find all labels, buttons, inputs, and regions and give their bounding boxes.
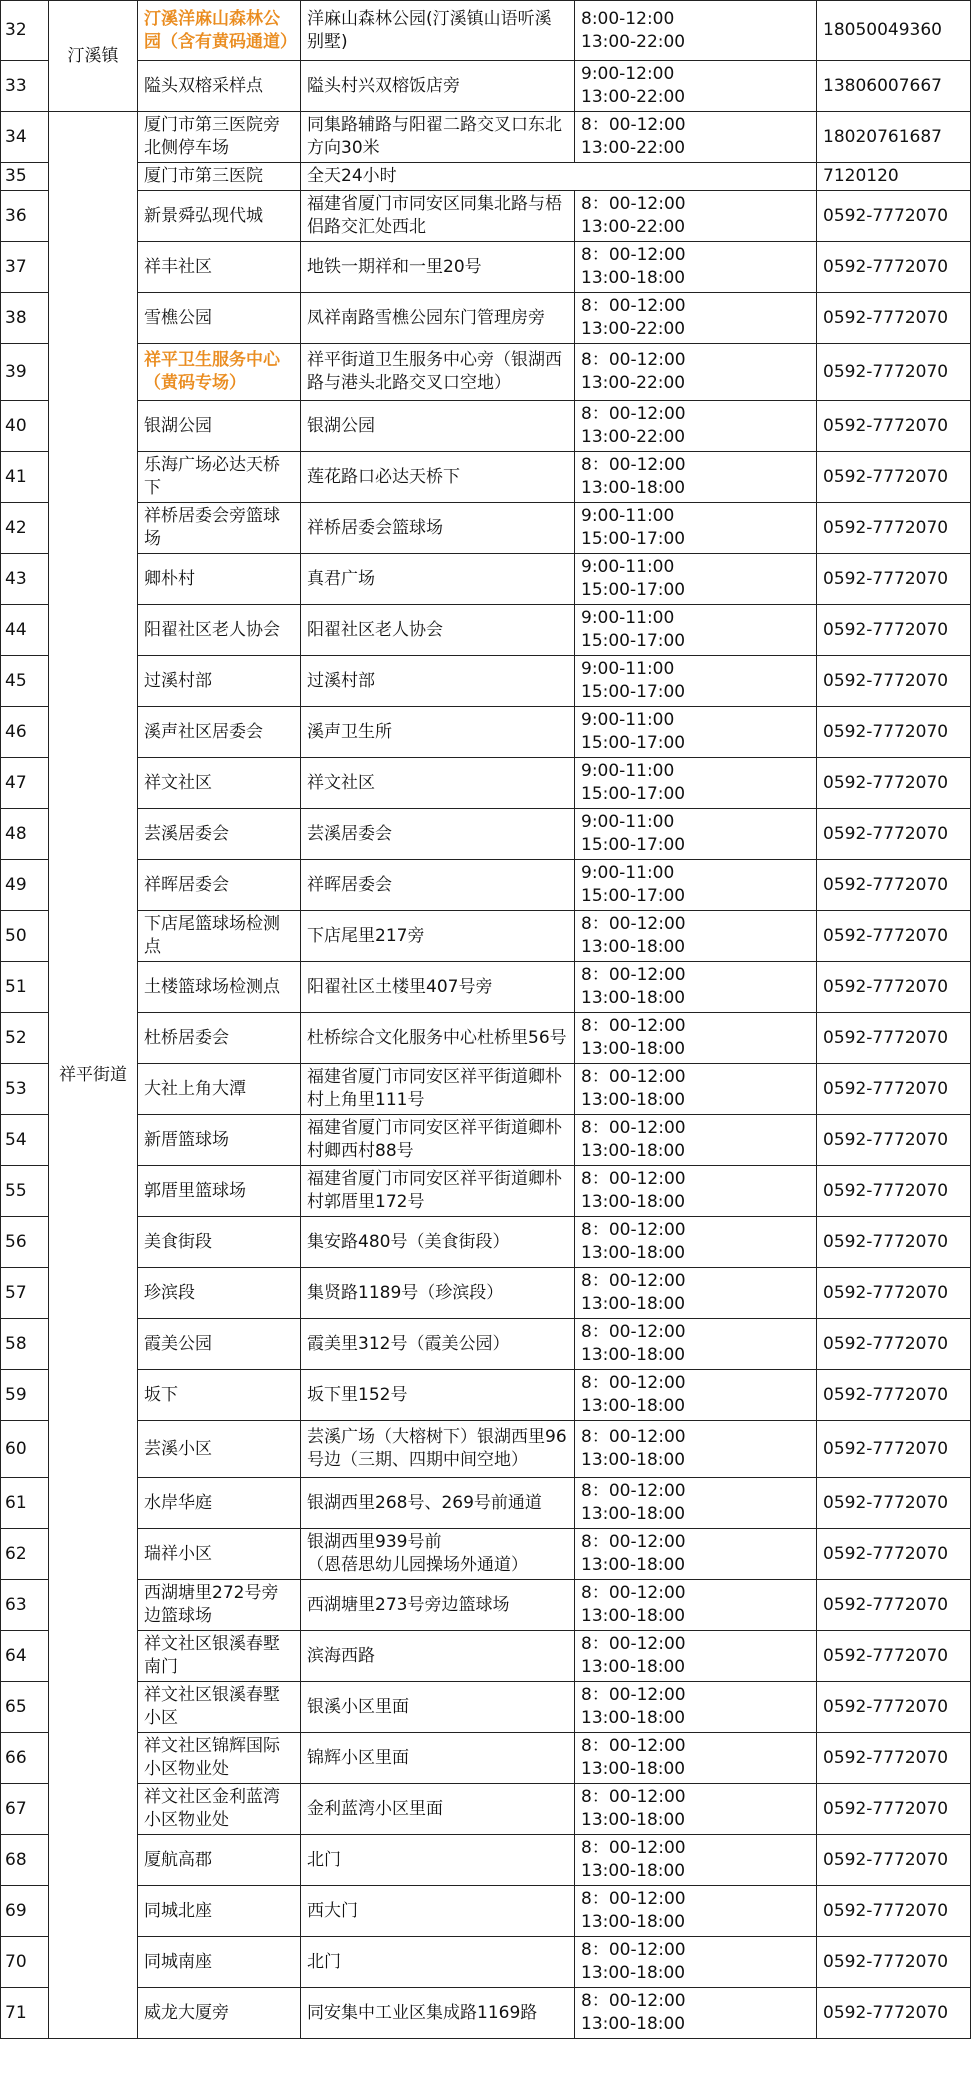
contact-phone: 0592-7772070 bbox=[817, 554, 971, 605]
contact-phone: 0592-7772070 bbox=[817, 503, 971, 554]
table-row bbox=[1, 163, 971, 191]
site-address: 银溪小区里面 bbox=[301, 1682, 575, 1733]
opening-hours: 8：00-12:00 13:00-18:00 bbox=[575, 1115, 817, 1166]
table-row bbox=[1, 1421, 971, 1478]
contact-phone: 0592-7772070 bbox=[817, 1421, 971, 1478]
site-name: 厦门市第三医院旁北侧停车场 bbox=[138, 112, 301, 163]
contact-phone: 0592-7772070 bbox=[817, 1013, 971, 1064]
site-name: 祥桥居委会旁篮球场 bbox=[138, 503, 301, 554]
contact-phone: 0592-7772070 bbox=[817, 1733, 971, 1784]
table-row bbox=[1, 1217, 971, 1268]
contact-phone: 0592-7772070 bbox=[817, 962, 971, 1013]
site-address: 祥平街道卫生服务中心旁（银湖西路与港头北路交叉口空地） bbox=[301, 344, 575, 401]
row-number: 61 bbox=[1, 1478, 49, 1529]
contact-phone: 0592-7772070 bbox=[817, 809, 971, 860]
table-row bbox=[1, 1064, 971, 1115]
contact-phone: 0592-7772070 bbox=[817, 605, 971, 656]
table-row bbox=[1, 112, 971, 163]
opening-hours: 8：00-12:00 13:00-18:00 bbox=[575, 1166, 817, 1217]
site-name: 新厝篮球场 bbox=[138, 1115, 301, 1166]
row-number: 33 bbox=[1, 61, 49, 112]
opening-hours: 8：00-12:00 13:00-18:00 bbox=[575, 1631, 817, 1682]
opening-hours: 8：00-12:00 13:00-22:00 bbox=[575, 293, 817, 344]
row-number: 39 bbox=[1, 344, 49, 401]
row-number: 51 bbox=[1, 962, 49, 1013]
site-address: 杜桥综合文化服务中心杜桥里56号 bbox=[301, 1013, 575, 1064]
opening-hours: 9:00-11:00 15:00-17:00 bbox=[575, 554, 817, 605]
contact-phone: 0592-7772070 bbox=[817, 242, 971, 293]
row-number: 48 bbox=[1, 809, 49, 860]
site-name: 美食街段 bbox=[138, 1217, 301, 1268]
contact-phone: 0592-7772070 bbox=[817, 1217, 971, 1268]
site-address: 银湖西里939号前 （恩蓓思幼儿园操场外通道） bbox=[301, 1529, 575, 1580]
row-number: 68 bbox=[1, 1835, 49, 1886]
opening-hours: 8：00-12:00 13:00-18:00 bbox=[575, 962, 817, 1013]
site-name: 祥文社区锦辉国际小区物业处 bbox=[138, 1733, 301, 1784]
site-name: 隘头双榕采样点 bbox=[138, 61, 301, 112]
table-row bbox=[1, 503, 971, 554]
site-name: 坂下 bbox=[138, 1370, 301, 1421]
opening-hours: 8：00-12:00 13:00-18:00 bbox=[575, 1784, 817, 1835]
site-address: 西湖塘里273号旁边篮球场 bbox=[301, 1580, 575, 1631]
contact-phone: 0592-7772070 bbox=[817, 452, 971, 503]
site-address: 过溪村部 bbox=[301, 656, 575, 707]
row-number: 43 bbox=[1, 554, 49, 605]
table-body bbox=[1, 1, 971, 2039]
contact-phone: 0592-7772070 bbox=[817, 1784, 971, 1835]
row-number: 66 bbox=[1, 1733, 49, 1784]
row-number: 70 bbox=[1, 1937, 49, 1988]
site-address: 福建省厦门市同安区祥平街道卿朴村卿西村88号 bbox=[301, 1115, 575, 1166]
table-row bbox=[1, 1733, 971, 1784]
contact-phone: 0592-7772070 bbox=[817, 1529, 971, 1580]
opening-hours: 8：00-12:00 13:00-18:00 bbox=[575, 1217, 817, 1268]
table-row bbox=[1, 1937, 971, 1988]
row-number: 63 bbox=[1, 1580, 49, 1631]
opening-hours: 8：00-12:00 13:00-18:00 bbox=[575, 1529, 817, 1580]
site-address: 阳翟社区老人协会 bbox=[301, 605, 575, 656]
site-address: 滨海西路 bbox=[301, 1631, 575, 1682]
contact-phone: 0592-7772070 bbox=[817, 758, 971, 809]
site-name: 过溪村部 bbox=[138, 656, 301, 707]
contact-phone: 0592-7772070 bbox=[817, 1166, 971, 1217]
table-row bbox=[1, 1529, 971, 1580]
contact-phone: 0592-7772070 bbox=[817, 344, 971, 401]
table-row bbox=[1, 1784, 971, 1835]
table-row bbox=[1, 293, 971, 344]
town-cell: 祥平街道 bbox=[49, 112, 138, 2039]
row-number: 64 bbox=[1, 1631, 49, 1682]
site-address: 凤祥南路雪樵公园东门管理房旁 bbox=[301, 293, 575, 344]
site-address: 西大门 bbox=[301, 1886, 575, 1937]
row-number: 62 bbox=[1, 1529, 49, 1580]
site-name: 厦门市第三医院 bbox=[138, 163, 301, 191]
table-row bbox=[1, 656, 971, 707]
contact-phone: 0592-7772070 bbox=[817, 911, 971, 962]
contact-phone: 0592-7772070 bbox=[817, 1478, 971, 1529]
row-number: 60 bbox=[1, 1421, 49, 1478]
table-row bbox=[1, 1988, 971, 2039]
row-number: 40 bbox=[1, 401, 49, 452]
site-address: 芸溪广场（大榕树下）银湖西里96号边（三期、四期中间空地） bbox=[301, 1421, 575, 1478]
row-number: 46 bbox=[1, 707, 49, 758]
row-number: 49 bbox=[1, 860, 49, 911]
contact-phone: 0592-7772070 bbox=[817, 401, 971, 452]
table-row bbox=[1, 1319, 971, 1370]
row-number: 45 bbox=[1, 656, 49, 707]
row-number: 57 bbox=[1, 1268, 49, 1319]
table-row bbox=[1, 1268, 971, 1319]
site-address: 银湖公园 bbox=[301, 401, 575, 452]
opening-hours: 8：00-12:00 13:00-18:00 bbox=[575, 1064, 817, 1115]
site-name: 溪声社区居委会 bbox=[138, 707, 301, 758]
site-name: 大社上角大潭 bbox=[138, 1064, 301, 1115]
site-name: 祥文社区金利蓝湾小区物业处 bbox=[138, 1784, 301, 1835]
contact-phone: 0592-7772070 bbox=[817, 860, 971, 911]
site-address: 北门 bbox=[301, 1937, 575, 1988]
site-name: 祥文社区银溪春墅小区 bbox=[138, 1682, 301, 1733]
site-name: 同城南座 bbox=[138, 1937, 301, 1988]
contact-phone: 0592-7772070 bbox=[817, 1268, 971, 1319]
table-row bbox=[1, 242, 971, 293]
site-address: 祥晖居委会 bbox=[301, 860, 575, 911]
site-name: 祥平卫生服务中心（黄码专场） bbox=[138, 344, 301, 401]
opening-hours: 8：00-12:00 13:00-18:00 bbox=[575, 911, 817, 962]
opening-hours: 8：00-12:00 13:00-22:00 bbox=[575, 191, 817, 242]
row-number: 42 bbox=[1, 503, 49, 554]
row-number: 36 bbox=[1, 191, 49, 242]
contact-phone: 0592-7772070 bbox=[817, 1682, 971, 1733]
site-name: 芸溪居委会 bbox=[138, 809, 301, 860]
row-number: 58 bbox=[1, 1319, 49, 1370]
opening-hours: 8：00-12:00 13:00-18:00 bbox=[575, 1937, 817, 1988]
contact-phone: 7120120 bbox=[817, 163, 971, 191]
town-cell: 汀溪镇 bbox=[49, 1, 138, 112]
contact-phone: 18050049360 bbox=[817, 1, 971, 61]
contact-phone: 0592-7772070 bbox=[817, 191, 971, 242]
row-number: 44 bbox=[1, 605, 49, 656]
row-number: 69 bbox=[1, 1886, 49, 1937]
opening-hours: 8：00-12:00 13:00-18:00 bbox=[575, 1370, 817, 1421]
site-address: 莲花路口必达天桥下 bbox=[301, 452, 575, 503]
row-number: 71 bbox=[1, 1988, 49, 2039]
site-name: 祥丰社区 bbox=[138, 242, 301, 293]
site-name: 霞美公园 bbox=[138, 1319, 301, 1370]
opening-hours: 8：00-12:00 13:00-18:00 bbox=[575, 1580, 817, 1631]
site-address: 北门 bbox=[301, 1835, 575, 1886]
row-number: 67 bbox=[1, 1784, 49, 1835]
row-number: 56 bbox=[1, 1217, 49, 1268]
table-row bbox=[1, 191, 971, 242]
table-row bbox=[1, 1835, 971, 1886]
site-address: 隘头村兴双榕饭店旁 bbox=[301, 61, 575, 112]
site-name: 祥文社区银溪春墅南门 bbox=[138, 1631, 301, 1682]
site-address: 同集路辅路与阳翟二路交叉口东北方向30米 bbox=[301, 112, 575, 163]
site-name: 芸溪小区 bbox=[138, 1421, 301, 1478]
opening-hours: 9:00-12:00 13:00-22:00 bbox=[575, 61, 817, 112]
table-row bbox=[1, 911, 971, 962]
site-name: 卿朴村 bbox=[138, 554, 301, 605]
site-name: 杜桥居委会 bbox=[138, 1013, 301, 1064]
site-name: 郭厝里篮球场 bbox=[138, 1166, 301, 1217]
opening-hours: 8：00-12:00 13:00-18:00 bbox=[575, 1886, 817, 1937]
site-name: 新景舜弘现代城 bbox=[138, 191, 301, 242]
site-address: 真君广场 bbox=[301, 554, 575, 605]
site-address: 祥文社区 bbox=[301, 758, 575, 809]
site-name: 祥晖居委会 bbox=[138, 860, 301, 911]
site-name: 阳翟社区老人协会 bbox=[138, 605, 301, 656]
contact-phone: 13806007667 bbox=[817, 61, 971, 112]
row-number: 38 bbox=[1, 293, 49, 344]
site-address: 福建省厦门市同安区祥平街道卿朴村上角里111号 bbox=[301, 1064, 575, 1115]
table-row bbox=[1, 1166, 971, 1217]
table-row bbox=[1, 860, 971, 911]
opening-hours: 8：00-12:00 13:00-18:00 bbox=[575, 1733, 817, 1784]
site-name: 瑞祥小区 bbox=[138, 1529, 301, 1580]
table-row bbox=[1, 1013, 971, 1064]
site-name: 下店尾篮球场检测点 bbox=[138, 911, 301, 962]
site-address: 福建省厦门市同安区同集北路与梧侣路交汇处西北 bbox=[301, 191, 575, 242]
site-address: 溪声卫生所 bbox=[301, 707, 575, 758]
site-address: 霞美里312号（霞美公园） bbox=[301, 1319, 575, 1370]
table-row bbox=[1, 1, 971, 61]
site-name: 雪樵公园 bbox=[138, 293, 301, 344]
opening-hours: 9:00-11:00 15:00-17:00 bbox=[575, 707, 817, 758]
row-number: 59 bbox=[1, 1370, 49, 1421]
site-name: 厦航高郡 bbox=[138, 1835, 301, 1886]
site-address: 洋麻山森林公园(汀溪镇山语听溪别墅) bbox=[301, 1, 575, 61]
contact-phone: 0592-7772070 bbox=[817, 1115, 971, 1166]
table-row bbox=[1, 401, 971, 452]
contact-phone: 0592-7772070 bbox=[817, 656, 971, 707]
opening-hours: 9:00-11:00 15:00-17:00 bbox=[575, 758, 817, 809]
table-row bbox=[1, 605, 971, 656]
opening-hours: 9:00-11:00 15:00-17:00 bbox=[575, 809, 817, 860]
contact-phone: 0592-7772070 bbox=[817, 1064, 971, 1115]
opening-hours: 8:00-12:00 13:00-22:00 bbox=[575, 1, 817, 61]
opening-hours: 8：00-12:00 13:00-18:00 bbox=[575, 1319, 817, 1370]
table-row bbox=[1, 707, 971, 758]
opening-hours: 8：00-12:00 13:00-18:00 bbox=[575, 1013, 817, 1064]
table-row bbox=[1, 61, 971, 112]
site-name: 银湖公园 bbox=[138, 401, 301, 452]
site-address: 地铁一期祥和一里20号 bbox=[301, 242, 575, 293]
contact-phone: 0592-7772070 bbox=[817, 1631, 971, 1682]
table-row bbox=[1, 452, 971, 503]
table-row bbox=[1, 1370, 971, 1421]
site-name: 汀溪洋麻山森林公园（含有黄码通道） bbox=[138, 1, 301, 61]
site-name: 珍滨段 bbox=[138, 1268, 301, 1319]
site-address: 福建省厦门市同安区祥平街道卿朴村郭厝里172号 bbox=[301, 1166, 575, 1217]
opening-hours: 8：00-12:00 13:00-18:00 bbox=[575, 242, 817, 293]
table-row bbox=[1, 344, 971, 401]
opening-hours: 9:00-11:00 15:00-17:00 bbox=[575, 656, 817, 707]
contact-phone: 0592-7772070 bbox=[817, 1886, 971, 1937]
contact-phone: 18020761687 bbox=[817, 112, 971, 163]
opening-hours: 8：00-12:00 13:00-22:00 bbox=[575, 112, 817, 163]
table-row bbox=[1, 1631, 971, 1682]
contact-phone: 0592-7772070 bbox=[817, 1580, 971, 1631]
table-row bbox=[1, 1478, 971, 1529]
site-address: 银湖西里268号、269号前通道 bbox=[301, 1478, 575, 1529]
table-row bbox=[1, 758, 971, 809]
site-address: 芸溪居委会 bbox=[301, 809, 575, 860]
opening-hours: 8：00-12:00 13:00-18:00 bbox=[575, 1478, 817, 1529]
row-number: 53 bbox=[1, 1064, 49, 1115]
row-number: 34 bbox=[1, 112, 49, 163]
contact-phone: 0592-7772070 bbox=[817, 293, 971, 344]
opening-hours: 8：00-12:00 13:00-18:00 bbox=[575, 1835, 817, 1886]
row-number: 32 bbox=[1, 1, 49, 61]
contact-phone: 0592-7772070 bbox=[817, 1988, 971, 2039]
table-row bbox=[1, 1580, 971, 1631]
opening-hours: 8：00-12:00 13:00-18:00 bbox=[575, 1988, 817, 2039]
site-address: 阳翟社区土楼里407号旁 bbox=[301, 962, 575, 1013]
contact-phone: 0592-7772070 bbox=[817, 1835, 971, 1886]
site-address: 集安路480号（美食街段） bbox=[301, 1217, 575, 1268]
opening-hours: 9:00-11:00 15:00-17:00 bbox=[575, 605, 817, 656]
contact-phone: 0592-7772070 bbox=[817, 707, 971, 758]
table-row bbox=[1, 554, 971, 605]
row-number: 54 bbox=[1, 1115, 49, 1166]
row-number: 41 bbox=[1, 452, 49, 503]
opening-hours: 9:00-11:00 15:00-17:00 bbox=[575, 503, 817, 554]
row-number: 47 bbox=[1, 758, 49, 809]
opening-hours: 9:00-11:00 15:00-17:00 bbox=[575, 860, 817, 911]
opening-hours: 8：00-12:00 13:00-22:00 bbox=[575, 344, 817, 401]
site-address: 集贤路1189号（珍滨段） bbox=[301, 1268, 575, 1319]
table-row bbox=[1, 1886, 971, 1937]
contact-phone: 0592-7772070 bbox=[817, 1319, 971, 1370]
site-address: 同安集中工业区集成路1169路 bbox=[301, 1988, 575, 2039]
row-number: 65 bbox=[1, 1682, 49, 1733]
table-row bbox=[1, 1682, 971, 1733]
site-name: 水岸华庭 bbox=[138, 1478, 301, 1529]
site-name: 西湖塘里272号旁边篮球场 bbox=[138, 1580, 301, 1631]
row-number: 55 bbox=[1, 1166, 49, 1217]
row-number: 52 bbox=[1, 1013, 49, 1064]
site-name: 威龙大厦旁 bbox=[138, 1988, 301, 2039]
site-address: 锦辉小区里面 bbox=[301, 1733, 575, 1784]
site-name: 祥文社区 bbox=[138, 758, 301, 809]
opening-hours: 8：00-12:00 13:00-22:00 bbox=[575, 401, 817, 452]
site-address: 坂下里152号 bbox=[301, 1370, 575, 1421]
contact-phone: 0592-7772070 bbox=[817, 1370, 971, 1421]
opening-hours: 8：00-12:00 13:00-18:00 bbox=[575, 452, 817, 503]
table-row bbox=[1, 1115, 971, 1166]
site-name: 乐海广场必达天桥下 bbox=[138, 452, 301, 503]
contact-phone: 0592-7772070 bbox=[817, 1937, 971, 1988]
row-number: 35 bbox=[1, 163, 49, 191]
site-address: 金利蓝湾小区里面 bbox=[301, 1784, 575, 1835]
table-row bbox=[1, 809, 971, 860]
site-address: 祥桥居委会篮球场 bbox=[301, 503, 575, 554]
site-name: 土楼篮球场检测点 bbox=[138, 962, 301, 1013]
site-address: 下店尾里217旁 bbox=[301, 911, 575, 962]
row-number: 50 bbox=[1, 911, 49, 962]
site-address: 全天24小时 bbox=[301, 163, 817, 191]
row-number: 37 bbox=[1, 242, 49, 293]
opening-hours: 8：00-12:00 13:00-18:00 bbox=[575, 1682, 817, 1733]
site-name: 同城北座 bbox=[138, 1886, 301, 1937]
table-row bbox=[1, 962, 971, 1013]
opening-hours: 8：00-12:00 13:00-18:00 bbox=[575, 1268, 817, 1319]
opening-hours: 8：00-12:00 13:00-18:00 bbox=[575, 1421, 817, 1478]
